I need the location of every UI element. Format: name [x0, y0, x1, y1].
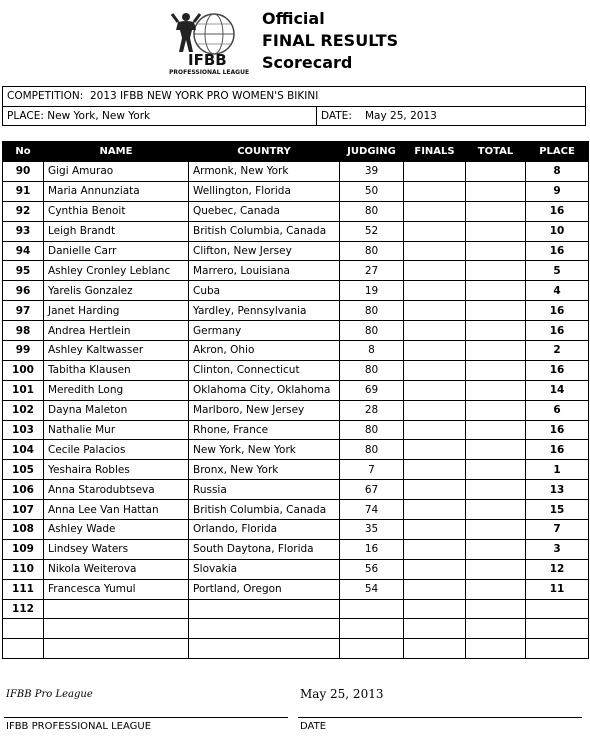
cell-country: Russia	[189, 480, 340, 500]
cell-judging: 80	[340, 360, 404, 380]
league-caption: IFBB PROFESSIONAL LEAGUE	[6, 721, 152, 732]
cell-place	[526, 599, 589, 619]
signature-footer	[0, 680, 590, 750]
cell-country: Orlando, Florida	[189, 520, 340, 540]
competition-row	[3, 87, 585, 107]
cell-finals	[404, 261, 466, 281]
cell-finals	[404, 321, 466, 341]
cell-finals	[404, 301, 466, 321]
cell-country: Slovakia	[189, 559, 340, 579]
date-caption: DATE	[300, 721, 327, 732]
competition-info-box	[2, 86, 586, 126]
cell-place: 14	[526, 380, 589, 400]
header-finals: FINALS	[404, 142, 466, 162]
cell-no: 103	[3, 420, 44, 440]
cell-name: Nathalie Mur	[44, 420, 189, 440]
cell-place: 9	[526, 181, 589, 201]
cell-name: Maria Annunziata	[44, 181, 189, 201]
cell-no: 100	[3, 360, 44, 380]
place-date-row	[3, 107, 585, 126]
cell-name: Meredith Long	[44, 380, 189, 400]
cell-total	[466, 221, 526, 241]
cell-finals	[404, 480, 466, 500]
table-row	[3, 579, 589, 599]
cell-country	[189, 639, 340, 659]
cell-no: 92	[3, 201, 44, 221]
cell-finals	[404, 241, 466, 261]
cell-name: Francesca Yumul	[44, 579, 189, 599]
cell-total	[466, 162, 526, 182]
cell-judging: 69	[340, 380, 404, 400]
cell-no	[3, 619, 44, 639]
header-place: PLACE	[526, 142, 589, 162]
cell-total	[466, 281, 526, 301]
ifbb-logo	[166, 8, 256, 76]
cell-total	[466, 360, 526, 380]
cell-total	[466, 599, 526, 619]
cell-no: 106	[3, 480, 44, 500]
cell-place	[526, 639, 589, 659]
table-row	[3, 460, 589, 480]
results-body	[3, 162, 589, 659]
cell-total	[466, 559, 526, 579]
competition-field	[3, 87, 318, 106]
cell-country: Bronx, New York	[189, 460, 340, 480]
place-label: PLACE:	[7, 110, 44, 122]
cell-total	[466, 539, 526, 559]
cell-total	[466, 241, 526, 261]
cell-name: Anna Lee Van Hattan	[44, 500, 189, 520]
cell-place: 4	[526, 281, 589, 301]
table-row	[3, 201, 589, 221]
cell-name	[44, 599, 189, 619]
table-row	[3, 301, 589, 321]
cell-place: 16	[526, 301, 589, 321]
cell-country: Cuba	[189, 281, 340, 301]
table-header-row	[3, 142, 589, 162]
cell-finals	[404, 201, 466, 221]
cell-no: 104	[3, 440, 44, 460]
cell-place: 13	[526, 480, 589, 500]
header-judging: JUDGING	[340, 142, 404, 162]
cell-finals	[404, 221, 466, 241]
cell-total	[466, 181, 526, 201]
table-row	[3, 639, 589, 659]
cell-total	[466, 301, 526, 321]
cell-place: 16	[526, 321, 589, 341]
table-row	[3, 162, 589, 182]
cell-place: 16	[526, 420, 589, 440]
cell-country: Germany	[189, 321, 340, 341]
cell-finals	[404, 341, 466, 361]
cell-total	[466, 321, 526, 341]
table-row	[3, 181, 589, 201]
cell-total	[466, 400, 526, 420]
cell-judging: 74	[340, 500, 404, 520]
cell-name	[44, 619, 189, 639]
cell-judging: 54	[340, 579, 404, 599]
cell-no: 102	[3, 400, 44, 420]
cell-no: 107	[3, 500, 44, 520]
cell-finals	[404, 599, 466, 619]
cell-country: Quebec, Canada	[189, 201, 340, 221]
cell-finals	[404, 520, 466, 540]
cell-place: 8	[526, 162, 589, 182]
league-signature: IFBB Pro League	[6, 689, 93, 700]
table-row	[3, 500, 589, 520]
cell-finals	[404, 400, 466, 420]
cell-total	[466, 480, 526, 500]
cell-finals	[404, 440, 466, 460]
cell-no: 99	[3, 341, 44, 361]
cell-no: 95	[3, 261, 44, 281]
table-row	[3, 539, 589, 559]
place-value: New York, New York	[47, 110, 151, 122]
cell-total	[466, 579, 526, 599]
cell-judging: 16	[340, 539, 404, 559]
cell-total	[466, 440, 526, 460]
cell-judging: 50	[340, 181, 404, 201]
table-row	[3, 281, 589, 301]
cell-judging: 28	[340, 400, 404, 420]
table-row	[3, 321, 589, 341]
cell-country: Armonk, New York	[189, 162, 340, 182]
cell-country: Clifton, New Jersey	[189, 241, 340, 261]
table-row	[3, 360, 589, 380]
cell-country: Wellington, Florida	[189, 181, 340, 201]
cell-no: 90	[3, 162, 44, 182]
svg-text:IFBB: IFBB	[188, 51, 227, 69]
cell-finals	[404, 559, 466, 579]
cell-name: Danielle Carr	[44, 241, 189, 261]
cell-place: 3	[526, 539, 589, 559]
cell-judging: 80	[340, 420, 404, 440]
cell-no: 111	[3, 579, 44, 599]
cell-place: 16	[526, 241, 589, 261]
cell-country: Rhone, France	[189, 420, 340, 440]
date-label: DATE:	[321, 110, 352, 122]
cell-no: 98	[3, 321, 44, 341]
title-line-3: Scorecard	[262, 53, 353, 72]
cell-place: 16	[526, 440, 589, 460]
cell-country: Akron, Ohio	[189, 341, 340, 361]
cell-country: Portland, Oregon	[189, 579, 340, 599]
cell-no: 94	[3, 241, 44, 261]
cell-judging: 27	[340, 261, 404, 281]
table-row	[3, 241, 589, 261]
cell-no: 93	[3, 221, 44, 241]
cell-no	[3, 639, 44, 659]
cell-place: 11	[526, 579, 589, 599]
cell-judging	[340, 619, 404, 639]
table-row	[3, 261, 589, 281]
cell-no: 91	[3, 181, 44, 201]
cell-total	[466, 380, 526, 400]
cell-place: 2	[526, 341, 589, 361]
cell-total	[466, 201, 526, 221]
cell-no: 110	[3, 559, 44, 579]
cell-place: 10	[526, 221, 589, 241]
cell-country	[189, 619, 340, 639]
cell-finals	[404, 460, 466, 480]
cell-judging: 39	[340, 162, 404, 182]
title-line-1: Official	[262, 9, 325, 28]
cell-finals	[404, 500, 466, 520]
cell-name: Ashley Cronley Leblanc	[44, 261, 189, 281]
cell-no: 101	[3, 380, 44, 400]
cell-judging: 35	[340, 520, 404, 540]
cell-country	[189, 599, 340, 619]
league-signature-line	[4, 717, 288, 718]
cell-judging: 67	[340, 480, 404, 500]
cell-country: British Columbia, Canada	[189, 500, 340, 520]
cell-judging	[340, 639, 404, 659]
cell-name: Gigi Amurao	[44, 162, 189, 182]
cell-name: Janet Harding	[44, 301, 189, 321]
cell-total	[466, 500, 526, 520]
competition-label: COMPETITION:	[7, 90, 84, 102]
cell-country: British Columbia, Canada	[189, 221, 340, 241]
cell-place: 15	[526, 500, 589, 520]
cell-place: 16	[526, 201, 589, 221]
cell-country: Marlboro, New Jersey	[189, 400, 340, 420]
cell-finals	[404, 181, 466, 201]
cell-judging: 52	[340, 221, 404, 241]
cell-finals	[404, 281, 466, 301]
table-row	[3, 520, 589, 540]
cell-country: Marrero, Louisiana	[189, 261, 340, 281]
cell-judging: 80	[340, 201, 404, 221]
scorecard-title	[262, 8, 398, 74]
header-country: COUNTRY	[189, 142, 340, 162]
cell-judging: 80	[340, 241, 404, 261]
cell-judging	[340, 599, 404, 619]
cell-finals	[404, 360, 466, 380]
cell-name: Leigh Brandt	[44, 221, 189, 241]
results-table	[2, 141, 589, 659]
cell-judging: 80	[340, 440, 404, 460]
cell-no: 96	[3, 281, 44, 301]
table-row	[3, 480, 589, 500]
cell-name: Lindsey Waters	[44, 539, 189, 559]
cell-country: South Daytona, Florida	[189, 539, 340, 559]
cell-finals	[404, 579, 466, 599]
cell-total	[466, 341, 526, 361]
table-row	[3, 559, 589, 579]
table-row	[3, 440, 589, 460]
competition-value: 2013 IFBB NEW YORK PRO WOMEN'S BIKINI	[90, 90, 319, 102]
table-row	[3, 380, 589, 400]
cell-name: Dayna Maleton	[44, 400, 189, 420]
cell-name: Nikola Weiterova	[44, 559, 189, 579]
cell-place: 6	[526, 400, 589, 420]
cell-total	[466, 460, 526, 480]
cell-place: 16	[526, 360, 589, 380]
table-row	[3, 341, 589, 361]
cell-finals	[404, 162, 466, 182]
cell-judging: 7	[340, 460, 404, 480]
cell-name: Ashley Kaltwasser	[44, 341, 189, 361]
cell-no: 105	[3, 460, 44, 480]
cell-name: Andrea Hertlein	[44, 321, 189, 341]
cell-judging: 8	[340, 341, 404, 361]
cell-total	[466, 261, 526, 281]
cell-no: 109	[3, 539, 44, 559]
title-line-2: FINAL RESULTS	[262, 31, 399, 50]
cell-total	[466, 520, 526, 540]
cell-name: Anna Starodubtseva	[44, 480, 189, 500]
cell-name: Yeshaira Robles	[44, 460, 189, 480]
cell-finals	[404, 420, 466, 440]
cell-finals	[404, 539, 466, 559]
cell-name: Tabitha Klausen	[44, 360, 189, 380]
cell-name: Cecile Palacios	[44, 440, 189, 460]
cell-place: 1	[526, 460, 589, 480]
cell-finals	[404, 380, 466, 400]
cell-name: Ashley Wade	[44, 520, 189, 540]
table-row	[3, 599, 589, 619]
cell-finals	[404, 639, 466, 659]
cell-judging: 80	[340, 301, 404, 321]
cell-name: Cynthia Benoit	[44, 201, 189, 221]
cell-name	[44, 639, 189, 659]
scorecard-header	[0, 0, 590, 84]
cell-total	[466, 639, 526, 659]
cell-judging: 56	[340, 559, 404, 579]
cell-country: Oklahoma City, Oklahoma	[189, 380, 340, 400]
cell-finals	[404, 619, 466, 639]
date-value: May 25, 2013	[365, 110, 437, 122]
cell-name: Yarelis Gonzalez	[44, 281, 189, 301]
table-row	[3, 400, 589, 420]
cell-total	[466, 420, 526, 440]
table-row	[3, 221, 589, 241]
cell-judging: 80	[340, 321, 404, 341]
date-signature-line	[298, 717, 582, 718]
cell-place: 7	[526, 520, 589, 540]
header-no: No	[3, 142, 44, 162]
cell-country: Yardley, Pennsylvania	[189, 301, 340, 321]
header-name: NAME	[44, 142, 189, 162]
cell-country: New York, New York	[189, 440, 340, 460]
table-row	[3, 619, 589, 639]
cell-country: Clinton, Connecticut	[189, 360, 340, 380]
table-row	[3, 420, 589, 440]
header-total: TOTAL	[466, 142, 526, 162]
svg-text:PROFESSIONAL LEAGUE: PROFESSIONAL LEAGUE	[169, 69, 250, 76]
signature-date: May 25, 2013	[300, 687, 384, 701]
cell-no: 97	[3, 301, 44, 321]
cell-place: 12	[526, 559, 589, 579]
place-field	[3, 107, 150, 126]
cell-place: 5	[526, 261, 589, 281]
cell-no: 108	[3, 520, 44, 540]
cell-judging: 19	[340, 281, 404, 301]
cell-total	[466, 619, 526, 639]
cell-place	[526, 619, 589, 639]
cell-no: 112	[3, 599, 44, 619]
